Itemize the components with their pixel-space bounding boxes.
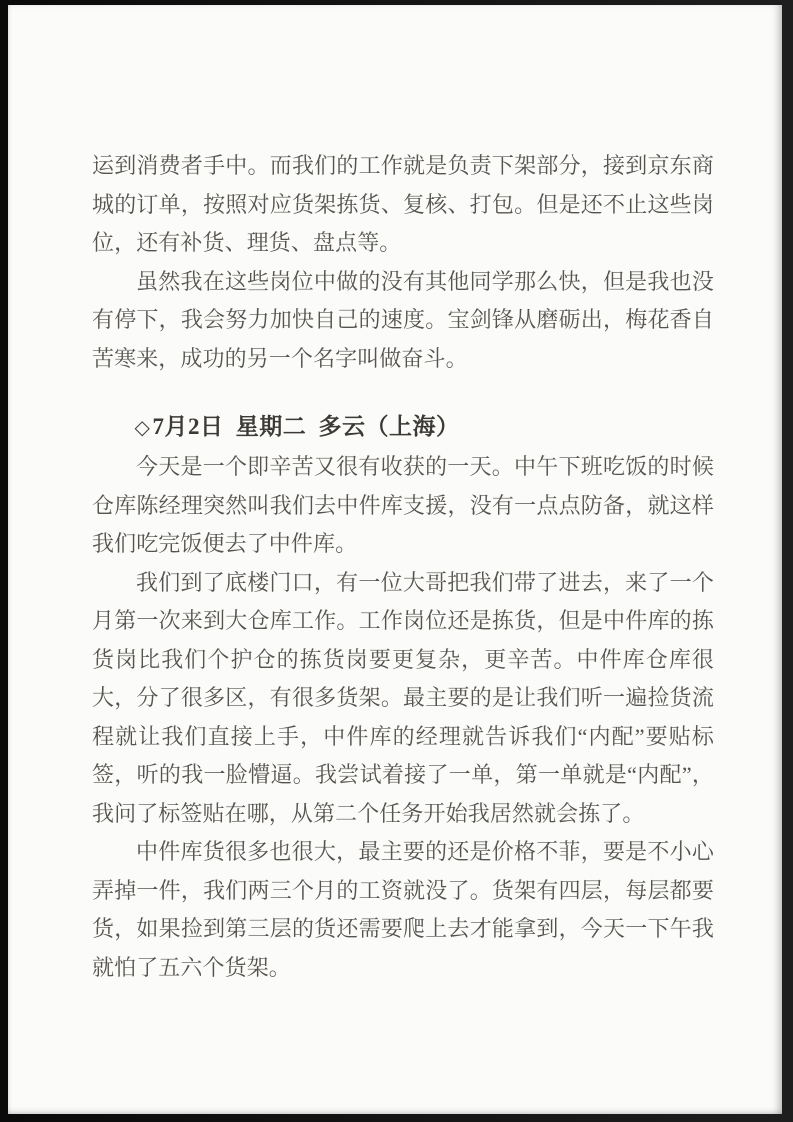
- entry-heading-text: 7月2日 星期二 多云（上海）: [152, 414, 460, 439]
- paragraph-day-intro: 今天是一个即辛苦又很有收获的一天。中午下班吃饭的时候仓库陈经理突然叫我们去中件库支援，没有一点点防备，就这样我们吃完饭便去了中件库。: [92, 454, 714, 556]
- paragraph-warehouse-support: 我们到了底楼门口，有一位大哥把我们带了进去，来了一个月第一次来到大仓库工作。工作岗位还是拣货，但是中件库的拣货岗比我们个护仓的拣货岗要更复杂，更辛苦。中件库仓库很大，分了很多区，有很多货架。最主要的是让我们听一遍捡货流程就让我们直接上手，中件库的经理就告诉我们“内配”要贴标签，听的我一脸懵逼。我尝试着接了一单，第一单就是“内配”，我问了标签贴在哪，从第二个任务开始我居然就会拣了。: [92, 569, 714, 826]
- paragraph-continued-from-previous-page: 运到消费者手中。而我们的工作就是负责下架部分，接到京东商城的订单，按照对应货架拣货、复核、打包。但是还不止这些岗位，还有补货、理货、盘点等。: [92, 153, 714, 255]
- diamond-icon: ◇: [134, 417, 151, 439]
- paragraph-effort: 虽然我在这些岗位中做的没有其他同学那么快，但是我也没有停下，我会努力加快自己的速度。宝剑锋从磨砺出，梅花香自苦寒来，成功的另一个名字叫做奋斗。: [92, 268, 714, 371]
- paragraph-goods-value: 中件库货很多也很大，最主要的还是价格不菲，要是不小心弄掉一件，我们两三个月的工资就没了。货架有四层，每层都要货，如果捡到第三层的货还需要爬上去才能拿到，今天一下午我就怕了五六个货架。: [92, 839, 714, 980]
- diary-entry-heading: [92, 407, 714, 448]
- book-page: [8, 5, 782, 1114]
- text-column: [92, 147, 714, 987]
